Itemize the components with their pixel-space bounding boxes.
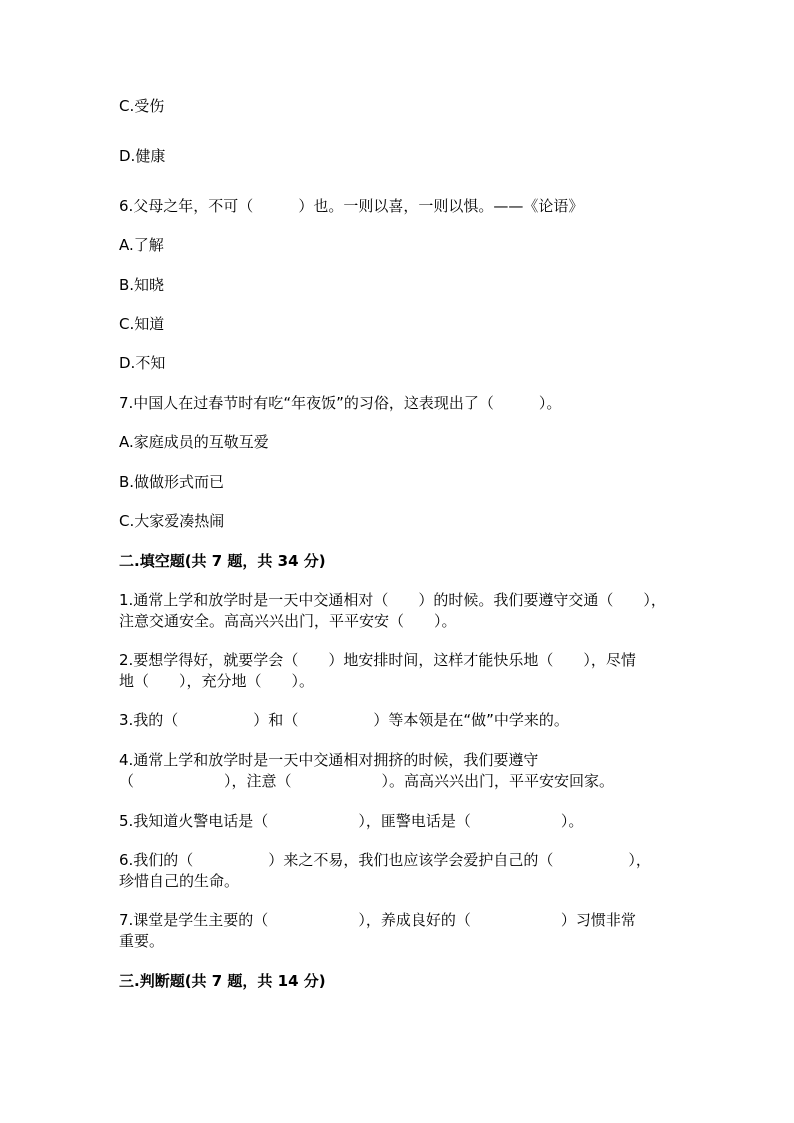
- q5-option-d: D.健康: [119, 147, 166, 165]
- fill-q7-line1: 7.课堂是学生主要的（ ），养成良好的（ ）习惯非常: [119, 911, 636, 929]
- fill-q2-line2: 地（ ），充分地（ ）。: [119, 672, 315, 690]
- q7-option-b: B.做做形式而已: [119, 473, 225, 491]
- section3-title: 三.判断题(共 7 题，共 14 分): [119, 972, 326, 990]
- fill-q3-line1: 3.我的（ ）和（ ）等本领是在“做”中学来的。: [119, 711, 569, 729]
- q6-option-c: C.知道: [119, 315, 165, 333]
- fill-q1-line1: 1.通常上学和放学时是一天中交通相对（ ）的时候。我们要遵守交通（ ），: [119, 591, 666, 609]
- fill-q4-line2: （ ），注意（ ）。高高兴兴出门，平平安安回家。: [119, 772, 615, 790]
- q6-option-a: A.了解: [119, 236, 164, 254]
- q7-option-c: C.大家爱凑热闹: [119, 512, 225, 530]
- fill-q5-line1: 5.我知道火警电话是（ ），匪警电话是（ ）。: [119, 812, 584, 830]
- q6-stem: 6.父母之年，不可（ ）也。一则以喜，一则以惧。——《论语》: [119, 197, 584, 215]
- q7-stem: 7.中国人在过春节时有吃“年夜饭”的习俗，这表现出了（ ）。: [119, 394, 562, 412]
- fill-q6-line1: 6.我们的（ ）来之不易，我们也应该学会爱护自己的（ ），: [119, 851, 651, 869]
- q6-option-d: D.不知: [119, 354, 166, 372]
- q5-option-c: C.受伤: [119, 97, 165, 115]
- section2-title: 二.填空题(共 7 题，共 34 分): [119, 552, 326, 570]
- fill-q2-line1: 2.要想学得好，就要学会（ ）地安排时间，这样才能快乐地（ ），尽情: [119, 651, 636, 669]
- fill-q4-line1: 4.通常上学和放学时是一天中交通相对拥挤的时候，我们要遵守: [119, 751, 539, 769]
- q6-option-b: B.知晓: [119, 276, 165, 294]
- fill-q1-line2: 注意交通安全。高高兴兴出门，平平安安（ ）。: [119, 612, 457, 630]
- q7-option-a: A.家庭成员的互敬互爱: [119, 433, 269, 451]
- fill-q6-line2: 珍惜自己的生命。: [119, 872, 240, 890]
- fill-q7-line2: 重要。: [119, 932, 165, 950]
